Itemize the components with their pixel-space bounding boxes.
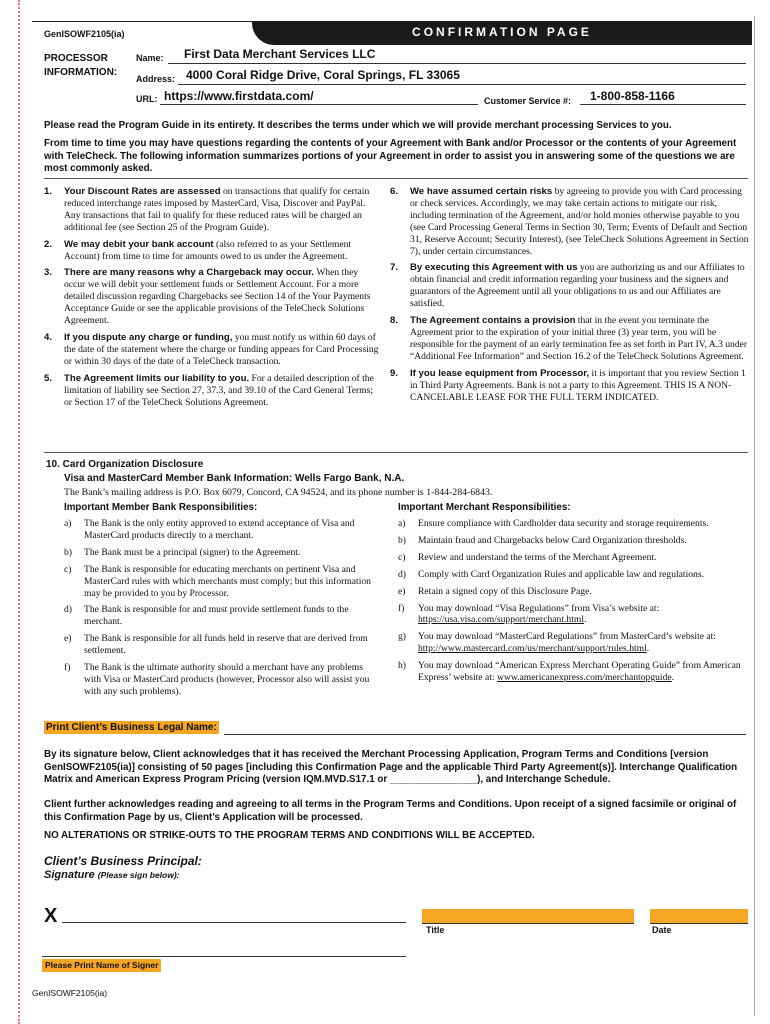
- item-text: it is important that you review Section 1 in Third Party Agreements. Bank is not a party to this Agreement. THIS IS A NON-CANCELABLE LEASE FOR THE FULL TERM INDICATED.: [410, 367, 746, 403]
- name-value: First Data Merchant Services LLC: [184, 47, 376, 61]
- item-number: c): [64, 563, 72, 575]
- legal-name-field[interactable]: [224, 722, 746, 735]
- responsibility-item: [64, 547, 382, 559]
- item-number: e): [64, 633, 72, 645]
- item-lead: Your Discount Rates are assessed: [64, 186, 221, 197]
- processor-label-line2: INFORMATION:: [44, 67, 118, 78]
- term-item: [390, 315, 750, 363]
- item-text: The Bank is responsible for educating merchants on pertinent Visa and MasterCard rules with which merchants must comply; but this information may be provided to you by Processor.: [84, 563, 371, 599]
- responsibility-item: [64, 662, 382, 698]
- item-text: you must notify us within 60 days of the date of the statement where the charge or funding appears for Card Processing or within 30 days of the date of a TeleCheck transaction.: [64, 331, 379, 367]
- item-lead: We have assumed certain risks: [410, 186, 553, 197]
- item-text: Retain a signed copy of this Disclosure Page.: [418, 585, 592, 597]
- item-number: 4.: [44, 331, 53, 343]
- responsibility-item: [64, 604, 382, 628]
- bank-mailing-address: The Bank’s mailing address is P.O. Box 6079, Concord, CA 94524, and its phone number is 1-844-284-6843.: [64, 487, 493, 498]
- url-label: URL:: [136, 94, 158, 104]
- item-number: 6.: [390, 186, 399, 197]
- signature-label: Signature: [44, 869, 95, 881]
- intro-paragraph-1: Please read the Program Guide in its entirety. It describes the terms under which we will provide merchant processing Services to you.: [44, 120, 672, 131]
- item-text: Maintain fraud and Chargebacks below Card Organization thresholds.: [418, 534, 687, 546]
- processor-label: [44, 52, 117, 80]
- term-item: [44, 267, 380, 327]
- item-number: h): [398, 660, 406, 672]
- responsibility-item: [398, 552, 754, 564]
- item-text: that in the event you terminate the Agreement prior to the expiration of your initial three (3) year term, you will be responsible for the payment of an early termination fee as set forth in Part IV, A.3 under “Additional Fee Information” and Section 16.2 of the TeleCheck Solutions Agreement.: [410, 315, 748, 362]
- responsibility-item: [398, 586, 754, 598]
- item-text: (also referred to as your Settlement Account) from time to time for amounts owed to us under the Agreement.: [64, 238, 352, 262]
- regulations-link[interactable]: https://usa.visa.com/support/merchant.html: [418, 614, 585, 626]
- acknowledgement-paragraph-2: Client further acknowledges reading and agreeing to all terms in the Program Terms and Conditions. Upon receipt of a signed facsimile or original of this Confirmation Page by us, Client’s Application will be processed.: [44, 799, 737, 823]
- name-field[interactable]: [168, 47, 746, 64]
- item-number: b): [398, 534, 406, 546]
- item-number: 5.: [44, 372, 53, 384]
- address-label: Address:: [136, 74, 176, 84]
- item-number: e): [398, 585, 406, 597]
- term-item: [390, 186, 750, 257]
- item-number: 8.: [390, 315, 399, 327]
- address-value: 4000 Coral Ridge Drive, Coral Springs, FL 33065: [186, 68, 460, 82]
- page-title: CONFIRMATION PAGE: [252, 21, 752, 45]
- term-item: [390, 368, 750, 404]
- item-text: The Bank is the only entity approved to extend acceptance of Visa and MasterCard products directly to a merchant.: [84, 518, 355, 541]
- signature-field[interactable]: [62, 910, 406, 923]
- processor-label-line1: PROCESSOR: [44, 53, 108, 64]
- item-text: Comply with Card Organization Rules and applicable law and regulations.: [418, 568, 704, 580]
- item-lead: There are many reasons why a Chargeback may occur.: [64, 267, 315, 279]
- item-text: by agreeing to provide you with Card processing or check services. Accordingly, we may take certain actions to mitigate our risk, including termination of the Agreement, and/or hold monies otherwise payable to you (see Card Processing General Terms in Section 30, Term; Events of Default and Section 31, Reserve Account; Security Interest), (see TeleCheck Solutions Agreement in Section 7), under certain circumstances.: [410, 186, 749, 257]
- item-number: c): [398, 551, 406, 563]
- term-item: [44, 373, 380, 409]
- regulations-link[interactable]: www.americanexpress.com/merchantopguide: [496, 672, 672, 684]
- responsibility-item: [64, 633, 382, 657]
- customer-service-value: 1-800-858-1166: [590, 89, 675, 103]
- item-text: The Bank is responsible for and must provide settlement funds to the merchant.: [84, 604, 349, 628]
- item-text: you are authorizing us and our Affiliates to obtain financial and credit information regarding your business and the signers and guarantors of the Agreement until all your obligations to us and our Affiliates are satisfied.: [410, 262, 745, 310]
- term-item: [44, 332, 380, 368]
- acknowledgement-paragraph-1: By its signature below, Client acknowledges that it has received the Merchant Processing Application, Program Terms and Conditions [version GenISOWF2105(ia)] consisting of 50 pages [including this Confirmation Page and the applicable Third Party Agreement(s)]. Interchange Qualification Matrix and American Express Program Pricing (version IQM.MVD.S17.1 or ________________), and Interchange Schedule.: [44, 749, 738, 785]
- term-item: [44, 239, 380, 263]
- print-name-label: Please Print Name of Signer: [42, 959, 161, 972]
- item-text: Review and understand the terms of the Merchant Agreement.: [418, 551, 657, 563]
- customer-service-field[interactable]: [580, 90, 746, 105]
- item-text: on transactions that qualify for certain reduced interchange rates imposed by MasterCard, Visa, Discover and PayPal. Any transactions that fail to qualify for these reduced rates will be charged an additional fee (see Section 25 of the Program Guide).: [64, 186, 370, 233]
- bank-responsibilities-heading: Important Member Bank Responsibilities:: [64, 502, 258, 513]
- item-number: a): [64, 518, 72, 529]
- item-text: You may download “American Express Merchant Operating Guide” from American Express’ website at:: [418, 660, 741, 684]
- name-label: Name:: [136, 53, 164, 63]
- merchant-responsibilities-heading: Important Merchant Responsibilities:: [398, 502, 571, 513]
- item-number: f): [64, 662, 71, 674]
- regulations-link[interactable]: http://www.mastercard.com/us/merchant/support/rules.html: [418, 643, 647, 655]
- section-10-subtitle: Visa and MasterCard Member Bank Information: Wells Fargo Bank, N.A.: [64, 473, 405, 484]
- print-name-field[interactable]: [42, 946, 406, 957]
- item-lead: The Agreement contains a provision: [410, 315, 576, 327]
- legal-name-label: Print Client’s Business Legal Name:: [46, 722, 217, 733]
- responsibility-item: [398, 518, 754, 530]
- item-number: b): [64, 546, 72, 558]
- item-lead: If you dispute any charge or funding,: [64, 331, 233, 343]
- item-number: 7.: [390, 262, 399, 274]
- merchant-responsibilities-list: [398, 518, 754, 689]
- term-item: [44, 186, 380, 234]
- responsibility-item: [398, 660, 754, 684]
- item-number: 9.: [390, 367, 399, 379]
- confirmation-page: [32, 16, 755, 1016]
- item-text: You may download “Visa Regulations” from Visa’s website at:: [418, 602, 660, 614]
- signature-heading: [44, 869, 180, 881]
- responsibility-item: [398, 631, 754, 655]
- signature-x-mark: X: [44, 905, 58, 927]
- intro-paragraph-2: From time to time you may have questions regarding the contents of your Agreement with Bank and/or Processor or the contents of your Agreement with TeleCheck. The following information summarizes portions of your Agreement in order to assist you in answering some of the questions we are most commonly asked.: [44, 138, 737, 174]
- divider: [44, 452, 748, 453]
- item-lead: We may debit your bank account: [64, 238, 214, 250]
- item-number: f): [398, 602, 405, 614]
- bank-responsibilities-list: [64, 518, 382, 703]
- item-number: a): [398, 518, 406, 529]
- item-text: You may download “MasterCard Regulations” from MasterCard’s website at:: [418, 631, 716, 643]
- item-text: Ensure compliance with Cardholder data security and storage requirements.: [418, 518, 709, 529]
- item-text: The Bank is the ultimate authority should a merchant have any problems with Visa or MasterCard products (however, Processor also will assist you with any such problems).: [84, 662, 370, 697]
- title-field[interactable]: [422, 909, 634, 924]
- item-text: The Bank is responsible for all funds held in reserve that are derived from settlement.: [84, 633, 368, 657]
- address-field[interactable]: [178, 70, 746, 85]
- section-10-title: 10. Card Organization Disclosure: [46, 459, 204, 470]
- item-text: For a detailed description of the limitation of liability see Section 27, 37.3, and 39.10 of the Card General Terms; or Section 17 of the TeleCheck Solutions Agreement.: [64, 372, 374, 408]
- footer-form-id: GenISOWF2105(ia): [32, 988, 108, 998]
- url-field[interactable]: [160, 90, 478, 105]
- acknowledgement-paragraph-3: NO ALTERATIONS OR STRIKE-OUTS TO THE PROGRAM TERMS AND CONDITIONS WILL BE ACCEPTED.: [44, 830, 535, 841]
- item-number: g): [398, 631, 406, 643]
- item-lead: If you lease equipment from Processor,: [410, 367, 590, 379]
- item-number: 2.: [44, 238, 53, 250]
- terms-left-column: [44, 186, 380, 413]
- responsibility-item: [64, 564, 382, 600]
- item-number: d): [398, 568, 406, 580]
- responsibility-item: [64, 518, 382, 542]
- item-text: When they occur we will debit your settlement funds or Settlement Account. For a more detailed discussion regarding Chargebacks see Section 14 of the Your Payments Acceptance Guide or see the applicable provisions of the TeleCheck Solutions Agreement.: [64, 267, 371, 327]
- item-text: The Bank must be a principal (signer) to the Agreement.: [84, 546, 301, 558]
- date-field[interactable]: [650, 909, 748, 924]
- date-label: Date: [652, 925, 672, 935]
- item-lead: By executing this Agreement with us: [410, 262, 578, 274]
- item-number: 1.: [44, 186, 53, 197]
- responsibility-item: [398, 535, 754, 547]
- item-lead: The Agreement limits our liability to you.: [64, 372, 250, 384]
- item-tail: .: [671, 672, 675, 684]
- responsibility-item: [398, 569, 754, 581]
- divider: [44, 178, 748, 179]
- item-tail: .: [584, 614, 587, 626]
- customer-service-label: Customer Service #:: [484, 96, 572, 106]
- item-tail: .: [646, 643, 650, 655]
- perforation-edge: [18, 0, 20, 1024]
- title-label: Title: [426, 925, 445, 935]
- form-id: GenISOWF2105(ia): [44, 29, 125, 39]
- terms-right-column: [390, 186, 750, 408]
- signature-hint: (Please sign below):: [97, 870, 180, 880]
- item-number: d): [64, 604, 72, 616]
- business-principal-heading: Client’s Business Principal:: [44, 854, 202, 868]
- item-number: 3.: [44, 267, 53, 279]
- url-value: https://www.firstdata.com/: [164, 89, 314, 103]
- term-item: [390, 262, 750, 310]
- responsibility-item: [398, 603, 754, 627]
